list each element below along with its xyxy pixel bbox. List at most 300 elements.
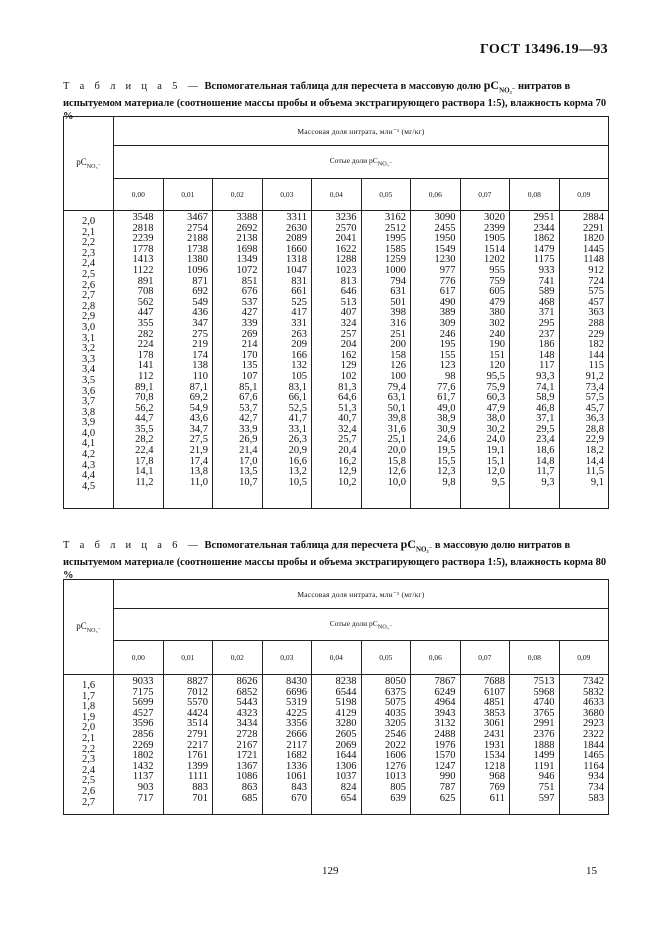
table-cell: 20,0 — [387, 445, 406, 457]
table-cell: 2570 — [335, 222, 357, 234]
table-cell: 178 — [137, 349, 154, 361]
pc-value: 4,0 — [81, 427, 96, 439]
pc-value: 4,5 — [81, 480, 96, 492]
value-column — [361, 211, 411, 509]
table-cell: 977 — [439, 264, 456, 276]
table-cell: 2630 — [286, 222, 307, 234]
table-cell: 617 — [439, 286, 456, 298]
table-cell: 371 — [538, 307, 555, 319]
table-cell: 8827 — [187, 676, 208, 687]
table-cell: 4035 — [385, 707, 406, 719]
table-cell: 11,2 — [135, 476, 154, 488]
table-cell: 3388 — [236, 212, 258, 223]
table-cell: 2546 — [385, 728, 406, 740]
table-cell: 1111 — [188, 771, 208, 783]
pc-value: 2,2 — [81, 743, 96, 755]
table-cell: 224 — [137, 339, 154, 351]
table-cell: 219 — [192, 339, 208, 351]
pc-value: 2,4 — [81, 258, 96, 270]
table-cell: 537 — [241, 296, 258, 308]
pc-value: 4,4 — [81, 470, 96, 482]
table-cell: 10,5 — [288, 476, 307, 488]
table-cell: 102 — [340, 370, 357, 382]
table5-title-b: нитратов в испытуемом материале (соотношение массы пробы и объема экстрагирующего раствора 1:5), влажность корма 70 % — [63, 81, 607, 123]
pc-value: 4,3 — [81, 459, 96, 471]
table-cell: 9033 — [132, 676, 154, 687]
table-cell: 20,9 — [288, 445, 307, 457]
pc-value: 3,8 — [81, 406, 96, 418]
table-cell: 43,6 — [189, 413, 208, 425]
column-header: 0,02 — [213, 641, 263, 675]
table-cell: 100 — [390, 370, 406, 382]
column-header: 0,03 — [262, 641, 312, 675]
table-cell: 28,2 — [135, 434, 154, 446]
table-cell: 40,7 — [338, 413, 357, 425]
table-cell: 60,3 — [486, 392, 505, 404]
table-cell: 717 — [137, 792, 154, 804]
table-cell: 631 — [390, 286, 406, 298]
value-column — [559, 675, 609, 815]
table-cell: 5968 — [533, 686, 555, 698]
table-cell: 2754 — [187, 222, 208, 234]
table-cell: 1061 — [286, 771, 307, 783]
table-cell: 3514 — [187, 718, 208, 730]
table-cell: 23,4 — [536, 434, 555, 446]
table-cell: 28,8 — [585, 423, 604, 435]
table-cell: 135 — [241, 360, 258, 372]
table-cell: 2399 — [484, 222, 505, 234]
table-cell: 12,3 — [437, 466, 456, 478]
table-cell: 22,9 — [585, 434, 604, 446]
column-header: 0,09 — [559, 179, 609, 211]
table-cell: 74,1 — [536, 381, 555, 393]
table-cell: 87,1 — [189, 381, 208, 393]
table-cell: 2291 — [583, 222, 604, 234]
table-cell: 8238 — [335, 676, 357, 687]
table-cell: 1682 — [286, 750, 307, 762]
table-cell: 3548 — [132, 212, 154, 223]
table-cell: 2605 — [335, 728, 357, 740]
table-cell: 2069 — [335, 739, 357, 751]
table-cell: 2239 — [132, 233, 154, 245]
table-cell: 105 — [291, 370, 307, 382]
table-cell: 24,0 — [486, 434, 505, 446]
table-cell: 1862 — [533, 233, 555, 245]
table-cell: 1247 — [434, 760, 456, 772]
table-cell: 195 — [439, 339, 456, 351]
pc-value: 4,2 — [81, 449, 96, 461]
table-cell: 871 — [192, 275, 208, 287]
table-cell: 331 — [291, 317, 307, 329]
table-cell: 316 — [390, 317, 406, 329]
column-header: 0,07 — [460, 179, 510, 211]
table-cell: 3205 — [385, 718, 406, 730]
table-cell: 9,8 — [442, 476, 456, 488]
pc-value: 2,2 — [81, 237, 96, 249]
table-cell: 19,5 — [437, 445, 456, 457]
table-cell: 2884 — [583, 212, 604, 223]
pc-value: 2,1 — [81, 732, 96, 744]
column-header: 0,01 — [163, 179, 213, 211]
table-cell: 9,1 — [590, 476, 604, 488]
pc-value: 4,1 — [81, 438, 96, 450]
table-cell: 1037 — [335, 771, 357, 783]
table-cell: 25,7 — [338, 434, 357, 446]
table-cell: 7513 — [533, 676, 555, 687]
pc-column — [64, 211, 114, 509]
table-cell: 2138 — [236, 233, 258, 245]
table-cell: 6544 — [335, 686, 357, 698]
table-cell: 144 — [588, 349, 604, 361]
table-cell: 3280 — [335, 718, 357, 730]
table-cell: 1820 — [583, 233, 604, 245]
table-cell: 1570 — [434, 750, 456, 762]
table-cell: 15,5 — [437, 455, 456, 467]
table-cell: 824 — [340, 781, 357, 793]
table-cell: 34,7 — [189, 423, 208, 435]
table-cell: 3311 — [286, 212, 307, 223]
table-cell: 295 — [538, 317, 555, 329]
table-cell: 1761 — [187, 750, 208, 762]
table-cell: 8626 — [236, 676, 258, 687]
table-cell: 7342 — [583, 676, 604, 687]
table-cell: 7688 — [484, 676, 505, 687]
table5-column-headers — [64, 179, 609, 211]
table-cell: 525 — [291, 296, 307, 308]
table-cell: 468 — [538, 296, 555, 308]
table-cell: 2022 — [385, 739, 406, 751]
table-cell: 129 — [340, 360, 357, 372]
pc-value: 2,0 — [81, 722, 96, 734]
table-cell: 708 — [137, 286, 154, 298]
table-cell: 4323 — [236, 707, 258, 719]
table-cell: 15,8 — [387, 455, 406, 467]
table6-symbol: $pC_{NO_3^-}$ — [400, 537, 433, 554]
table-cell: 38,0 — [486, 413, 505, 425]
table-cell: 1148 — [583, 254, 604, 266]
pc-value: 2,1 — [81, 226, 96, 238]
table-cell: 5198 — [335, 697, 357, 709]
table-cell: 355 — [137, 317, 154, 329]
table-cell: 186 — [538, 339, 555, 351]
table-cell: 50,1 — [387, 402, 406, 414]
table-cell: 1013 — [385, 771, 406, 783]
table6-caption — [63, 538, 608, 582]
value-column — [460, 675, 510, 815]
table-cell: 190 — [489, 339, 505, 351]
table-cell: 7867 — [434, 676, 456, 687]
table-cell: 11,0 — [190, 476, 208, 488]
table-cell: 1995 — [385, 233, 406, 245]
table-cell: 11,7 — [536, 466, 555, 478]
table-cell: 39,8 — [387, 413, 406, 425]
table-cell: 1318 — [286, 254, 307, 266]
table-cell: 81,3 — [338, 381, 357, 393]
table-cell: 1465 — [583, 750, 604, 762]
value-column — [213, 211, 263, 509]
table-cell: 794 — [390, 275, 406, 287]
pc-value: 3,6 — [81, 385, 96, 397]
table-cell: 9,3 — [541, 476, 555, 488]
pc-value: 2,0 — [81, 216, 96, 227]
pc-value: 3,1 — [81, 332, 96, 344]
column-header: 0,00 — [114, 179, 164, 211]
table-cell: 1802 — [132, 750, 154, 762]
table-cell: 1164 — [583, 760, 604, 772]
table-cell: 13,5 — [239, 466, 258, 478]
column-header: 0,06 — [411, 179, 461, 211]
table-cell: 214 — [241, 339, 258, 351]
table6-main-header: Массовая доля нитрата, млн⁻¹ (мг/кг) — [114, 580, 609, 609]
table-cell: 407 — [340, 307, 357, 319]
value-column — [262, 211, 312, 509]
pc-value: 2,7 — [81, 290, 96, 302]
value-column — [114, 675, 164, 815]
table-cell: 1288 — [335, 254, 357, 266]
table-cell: 63,1 — [387, 392, 406, 404]
table-cell: 2269 — [132, 739, 154, 751]
table-cell: 398 — [390, 307, 406, 319]
table-cell: 22,4 — [135, 445, 154, 457]
table-cell: 1047 — [286, 264, 307, 276]
table-cell: 14,4 — [585, 455, 604, 467]
pc-value: 2,9 — [81, 311, 96, 323]
table-cell: 209 — [291, 339, 307, 351]
table-cell: 4424 — [187, 707, 208, 719]
table-cell: 4129 — [335, 707, 357, 719]
table-cell: 2217 — [187, 739, 208, 751]
table-cell: 16,6 — [288, 455, 307, 467]
table-cell: 934 — [588, 771, 604, 783]
table-cell: 31,6 — [387, 423, 406, 435]
table-cell: 110 — [192, 370, 208, 382]
table-cell: 7012 — [187, 686, 208, 698]
table-cell: 3434 — [236, 718, 258, 730]
table-cell: 36,3 — [585, 413, 604, 425]
table-cell: 18,2 — [585, 445, 604, 457]
table5-main-header: Массовая доля нитрата, млн⁻¹ (мг/кг) — [114, 117, 609, 146]
table-cell: 2322 — [583, 728, 604, 740]
table-cell: 611 — [489, 792, 505, 804]
table-cell: 5319 — [286, 697, 307, 709]
table-cell: 25,1 — [387, 434, 406, 446]
table-cell: 37,1 — [536, 413, 555, 425]
pc-value: 1,6 — [81, 680, 96, 691]
table-cell: 182 — [588, 339, 604, 351]
table-cell: 1514 — [484, 243, 505, 255]
table-cell: 98 — [445, 370, 456, 382]
value-column — [460, 211, 510, 509]
table-cell: 17,4 — [189, 455, 208, 467]
table-cell: 1259 — [385, 254, 406, 266]
table-cell: 2728 — [236, 728, 258, 740]
table-cell: 58,9 — [536, 392, 555, 404]
table-cell: 33,9 — [239, 423, 258, 435]
table-cell: 229 — [588, 328, 604, 340]
column-header: 0,04 — [312, 641, 362, 675]
table-cell: 49,0 — [437, 402, 456, 414]
table-cell: 4851 — [484, 697, 505, 709]
table-cell: 85,1 — [239, 381, 258, 393]
table-cell: 883 — [192, 781, 208, 793]
table-cell: 95,5 — [486, 370, 505, 382]
table-cell: 10,0 — [387, 476, 406, 488]
table-cell: 66,1 — [288, 392, 307, 404]
table-cell: 77,6 — [437, 381, 456, 393]
table-cell: 2344 — [533, 222, 555, 234]
table-cell: 1218 — [484, 760, 505, 772]
side-page-number: 15 — [586, 865, 597, 877]
table-cell: 724 — [588, 275, 604, 287]
table-cell: 1137 — [132, 771, 154, 783]
table-cell: 69,2 — [189, 392, 208, 404]
column-header: 0,08 — [510, 179, 560, 211]
table-cell: 2188 — [187, 233, 208, 245]
table-cell: 759 — [489, 275, 505, 287]
table-cell: 380 — [489, 307, 505, 319]
table-cell: 3020 — [484, 212, 505, 223]
value-column — [163, 211, 213, 509]
column-header: 0,08 — [510, 641, 560, 675]
table-cell: 18,6 — [536, 445, 555, 457]
value-column — [361, 675, 411, 815]
table-cell: 56,2 — [135, 402, 154, 414]
table-cell: 676 — [241, 286, 258, 298]
table-cell: 61,7 — [437, 392, 456, 404]
table-cell: 6107 — [484, 686, 505, 698]
pc-value: 2,4 — [81, 764, 96, 776]
table-cell: 1479 — [533, 243, 555, 255]
table-cell: 912 — [588, 264, 604, 276]
table-cell: 70,8 — [135, 392, 154, 404]
table-cell: 8050 — [385, 676, 406, 687]
table-cell: 891 — [137, 275, 154, 287]
table-cell: 38,9 — [437, 413, 456, 425]
column-header: 0,01 — [163, 641, 213, 675]
table-cell: 21,9 — [189, 445, 208, 457]
table-cell: 955 — [489, 264, 505, 276]
table-cell: 158 — [390, 349, 406, 361]
table-cell: 1622 — [335, 243, 357, 255]
table-cell: 741 — [538, 275, 555, 287]
table-cell: 597 — [538, 792, 555, 804]
table-cell: 5570 — [187, 697, 208, 709]
table-cell: 1230 — [434, 254, 456, 266]
table-cell: 141 — [137, 360, 154, 372]
table-cell: 54,9 — [189, 402, 208, 414]
table-cell: 843 — [291, 781, 307, 793]
table-cell: 701 — [192, 792, 208, 804]
table-cell: 1606 — [385, 750, 406, 762]
table-cell: 79,4 — [387, 381, 406, 393]
table5-body — [64, 211, 609, 509]
table-cell: 51,3 — [338, 402, 357, 414]
table-cell: 1445 — [583, 243, 604, 255]
table-cell: 3061 — [484, 718, 505, 730]
table6-body — [64, 675, 609, 815]
table-cell: 5832 — [583, 686, 604, 698]
table-cell: 41,7 — [288, 413, 307, 425]
table-cell: 15,1 — [486, 455, 505, 467]
table-cell: 200 — [390, 339, 406, 351]
table-cell: 1367 — [236, 760, 258, 772]
table-cell: 89,1 — [135, 381, 154, 393]
value-column — [312, 675, 362, 815]
table-cell: 661 — [291, 286, 307, 298]
table-cell: 16,2 — [338, 455, 357, 467]
table6-label: Т а б л и ц а 6 — — [63, 540, 202, 551]
table-cell: 1122 — [132, 264, 154, 276]
table-cell: 1072 — [236, 264, 258, 276]
table-cell: 8430 — [286, 676, 307, 687]
table-cell: 639 — [390, 792, 406, 804]
table-cell: 2167 — [236, 739, 258, 751]
table5-row-header: $pC_{NO_3^-}$ — [64, 117, 114, 211]
pc-value: 2,7 — [81, 796, 96, 808]
table-cell: 1191 — [533, 760, 555, 772]
table-cell: 91,2 — [585, 370, 604, 382]
table-cell: 2512 — [385, 222, 406, 234]
table-cell: 123 — [439, 360, 456, 372]
table-cell: 309 — [439, 317, 456, 329]
table-cell: 120 — [489, 360, 505, 372]
table-cell: 1096 — [187, 264, 208, 276]
document-header: ГОСТ 13496.19—93 — [480, 42, 608, 57]
table-cell: 990 — [439, 771, 456, 783]
table-cell: 363 — [588, 307, 604, 319]
pc-value: 2,8 — [81, 300, 96, 312]
table-cell: 162 — [340, 349, 357, 361]
table-cell: 2791 — [187, 728, 208, 740]
table-cell: 863 — [241, 781, 258, 793]
table-cell: 11,5 — [586, 466, 604, 478]
table-cell: 302 — [489, 317, 505, 329]
table-cell: 33,1 — [288, 423, 307, 435]
table-cell: 479 — [489, 296, 505, 308]
table-cell: 1585 — [385, 243, 406, 255]
table-cell: 751 — [538, 781, 555, 793]
table-cell: 4527 — [132, 707, 154, 719]
table-cell: 17,8 — [135, 455, 154, 467]
table-cell: 132 — [291, 360, 307, 372]
table5-title-a: Вспомогательная таблица для пересчета в массовую долю — [204, 81, 482, 92]
table-cell: 2692 — [236, 222, 258, 234]
table-cell: 3162 — [385, 212, 406, 223]
column-header: 0,00 — [114, 641, 164, 675]
table-cell: 605 — [489, 286, 505, 298]
pc-value: 2,5 — [81, 268, 96, 280]
table-cell: 269 — [241, 328, 258, 340]
table-cell: 389 — [439, 307, 456, 319]
table6-column-headers — [64, 641, 609, 675]
table-cell: 769 — [489, 781, 505, 793]
table-cell: 47,9 — [486, 402, 505, 414]
column-header: 0,07 — [460, 641, 510, 675]
table-cell: 1888 — [533, 739, 555, 751]
table-cell: 282 — [137, 328, 154, 340]
table-cell: 2376 — [533, 728, 555, 740]
table-cell: 6375 — [385, 686, 406, 698]
table-cell: 3236 — [335, 212, 357, 223]
table-cell: 575 — [588, 286, 604, 298]
table-cell: 67,6 — [239, 392, 258, 404]
table-cell: 3680 — [583, 707, 604, 719]
table-cell: 4964 — [434, 697, 456, 709]
table-cell: 1349 — [236, 254, 258, 266]
table-cell: 2089 — [286, 233, 307, 245]
table-cell: 851 — [241, 275, 258, 287]
table6 — [63, 579, 609, 815]
